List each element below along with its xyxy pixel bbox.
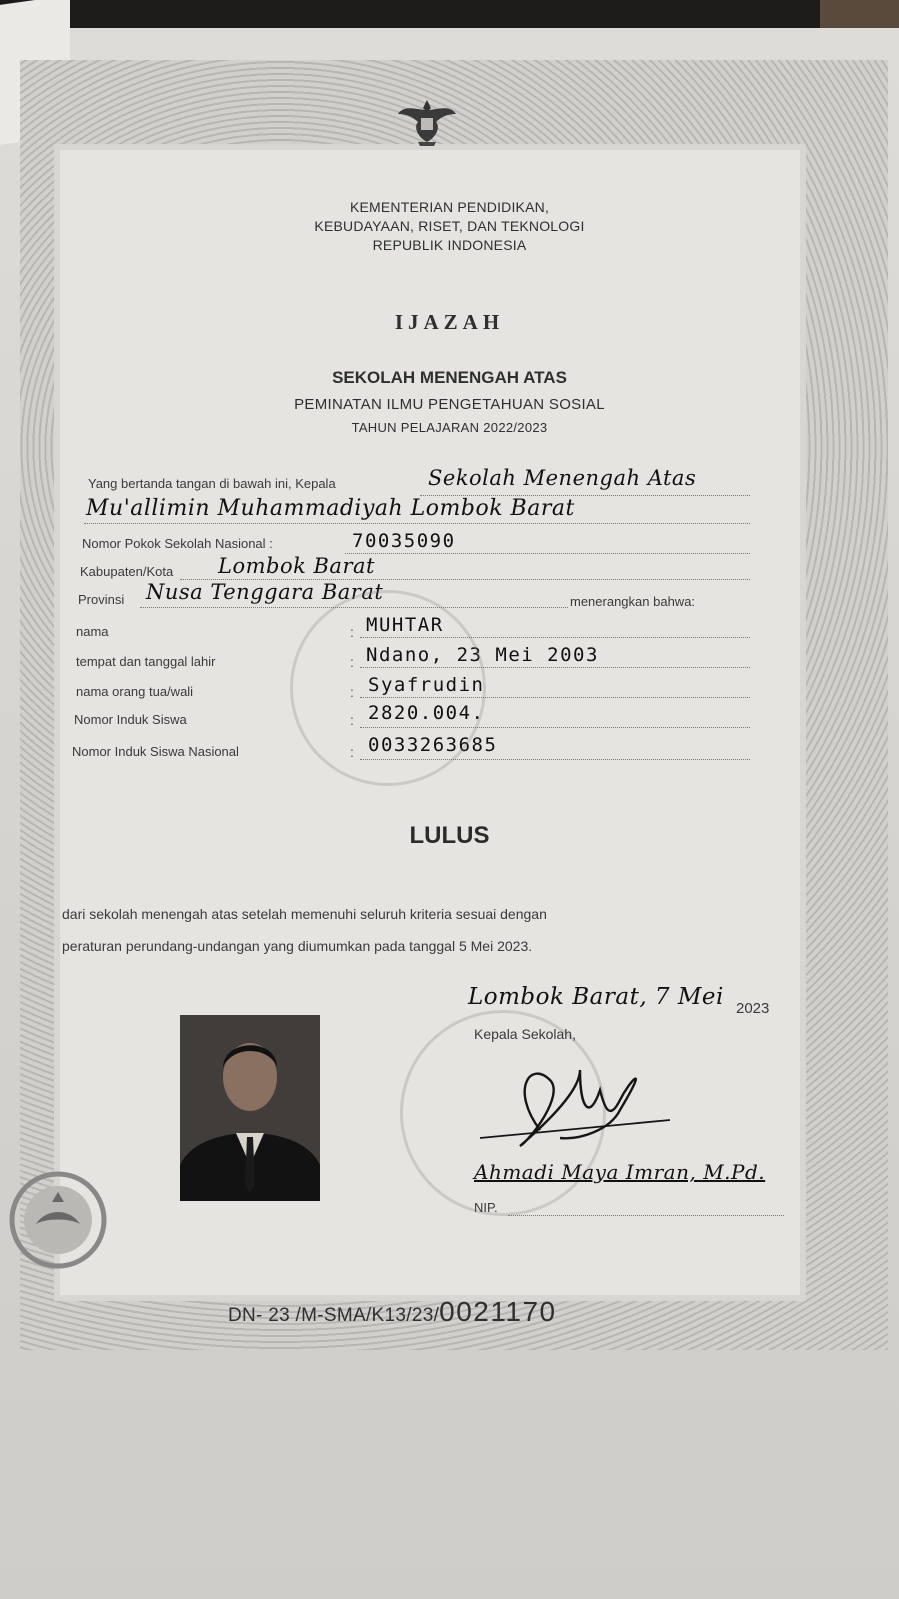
program-of-study: PEMINATAN ILMU PENGETAHUAN SOSIAL (294, 396, 605, 413)
ortu-label: nama orang tua/wali (76, 684, 194, 699)
colon: : (350, 654, 354, 670)
certificate-serial: 0021170 (439, 1296, 557, 1327)
school-name-line-1: Sekolah Menengah Atas (428, 466, 697, 490)
ttl-label: tempat dan tanggal lahir (76, 654, 216, 669)
provinsi-value: Nusa Tenggara Barat (146, 580, 384, 604)
ministry-line-2: KEBUDAYAAN, RISET, DAN TEKNOLOGI (314, 218, 585, 234)
dotted-line (345, 552, 750, 554)
ministry-heading (0, 198, 899, 255)
signature-role: Kepala Sekolah, (474, 1026, 576, 1042)
colon: : (350, 624, 354, 640)
ministry-line-1: KEMENTERIAN PENDIDIKAN, (349, 199, 550, 215)
principal-name: Ahmadi Maya Imran, M.Pd. (474, 1160, 766, 1184)
school-level: SEKOLAH MENENGAH ATAS (332, 368, 567, 387)
colon: : (350, 712, 354, 728)
kabupaten-label: Kabupaten/Kota (80, 564, 174, 579)
nisn-value: 0033263685 (368, 734, 498, 756)
dotted-line (84, 522, 750, 524)
nisn-label: Nomor Induk Siswa Nasional (72, 744, 239, 759)
result-line-2: peraturan perundang-undangan yang diumumkan pada tanggal 5 Mei 2023. (62, 938, 533, 954)
ttl-value: Ndano, 23 Mei 2003 (366, 644, 599, 666)
signature-place-date: Lombok Barat, 7 Mei (468, 984, 724, 1010)
colon: : (350, 684, 354, 700)
watermark-seal (290, 590, 486, 786)
academic-year: TAHUN PELAJARAN 2022/2023 (351, 420, 548, 435)
nip-label: NIP. (474, 1200, 498, 1215)
result-line-1: dari sekolah menengah atas setelah memenuhi seluruh kriteria sesuai dengan (62, 906, 547, 922)
signature-year: 2023 (736, 1000, 770, 1017)
school-name-line-2: Mu'allimin Muhammadiyah Lombok Barat (86, 496, 575, 521)
garuda-emblem-icon (396, 96, 458, 148)
graduation-status: LULUS (409, 822, 490, 849)
npsn-label: Nomor Pokok Sekolah Nasional : (82, 536, 273, 551)
certificate-number (228, 1296, 557, 1328)
student-photo (180, 1015, 320, 1201)
nama-label: nama (76, 624, 109, 639)
ministry-line-3: REPUBLIK INDONESIA (372, 237, 527, 253)
intro-label: Yang bertanda tangan di bawah ini, Kepala (88, 476, 336, 491)
nama-value: MUHTAR (366, 614, 444, 636)
certificate-code-prefix: DN- 23 /M-SMA/K13/23/ (228, 1305, 440, 1326)
document-title: IJAZAH (394, 310, 505, 334)
provinsi-label: Provinsi (78, 592, 125, 607)
menerangkan-label: menerangkan bahwa: (570, 594, 696, 609)
colon: : (350, 744, 354, 760)
handwritten-signature (470, 1050, 690, 1160)
ortu-value: Syafrudin (368, 674, 485, 696)
tut-wuri-handayani-logo-icon (6, 1168, 110, 1272)
dotted-line (508, 1214, 784, 1216)
nis-label: Nomor Induk Siswa (74, 712, 187, 727)
nis-value: 2820.004. (368, 702, 485, 724)
npsn-value: 70035090 (352, 530, 456, 552)
kabupaten-value: Lombok Barat (218, 554, 375, 578)
